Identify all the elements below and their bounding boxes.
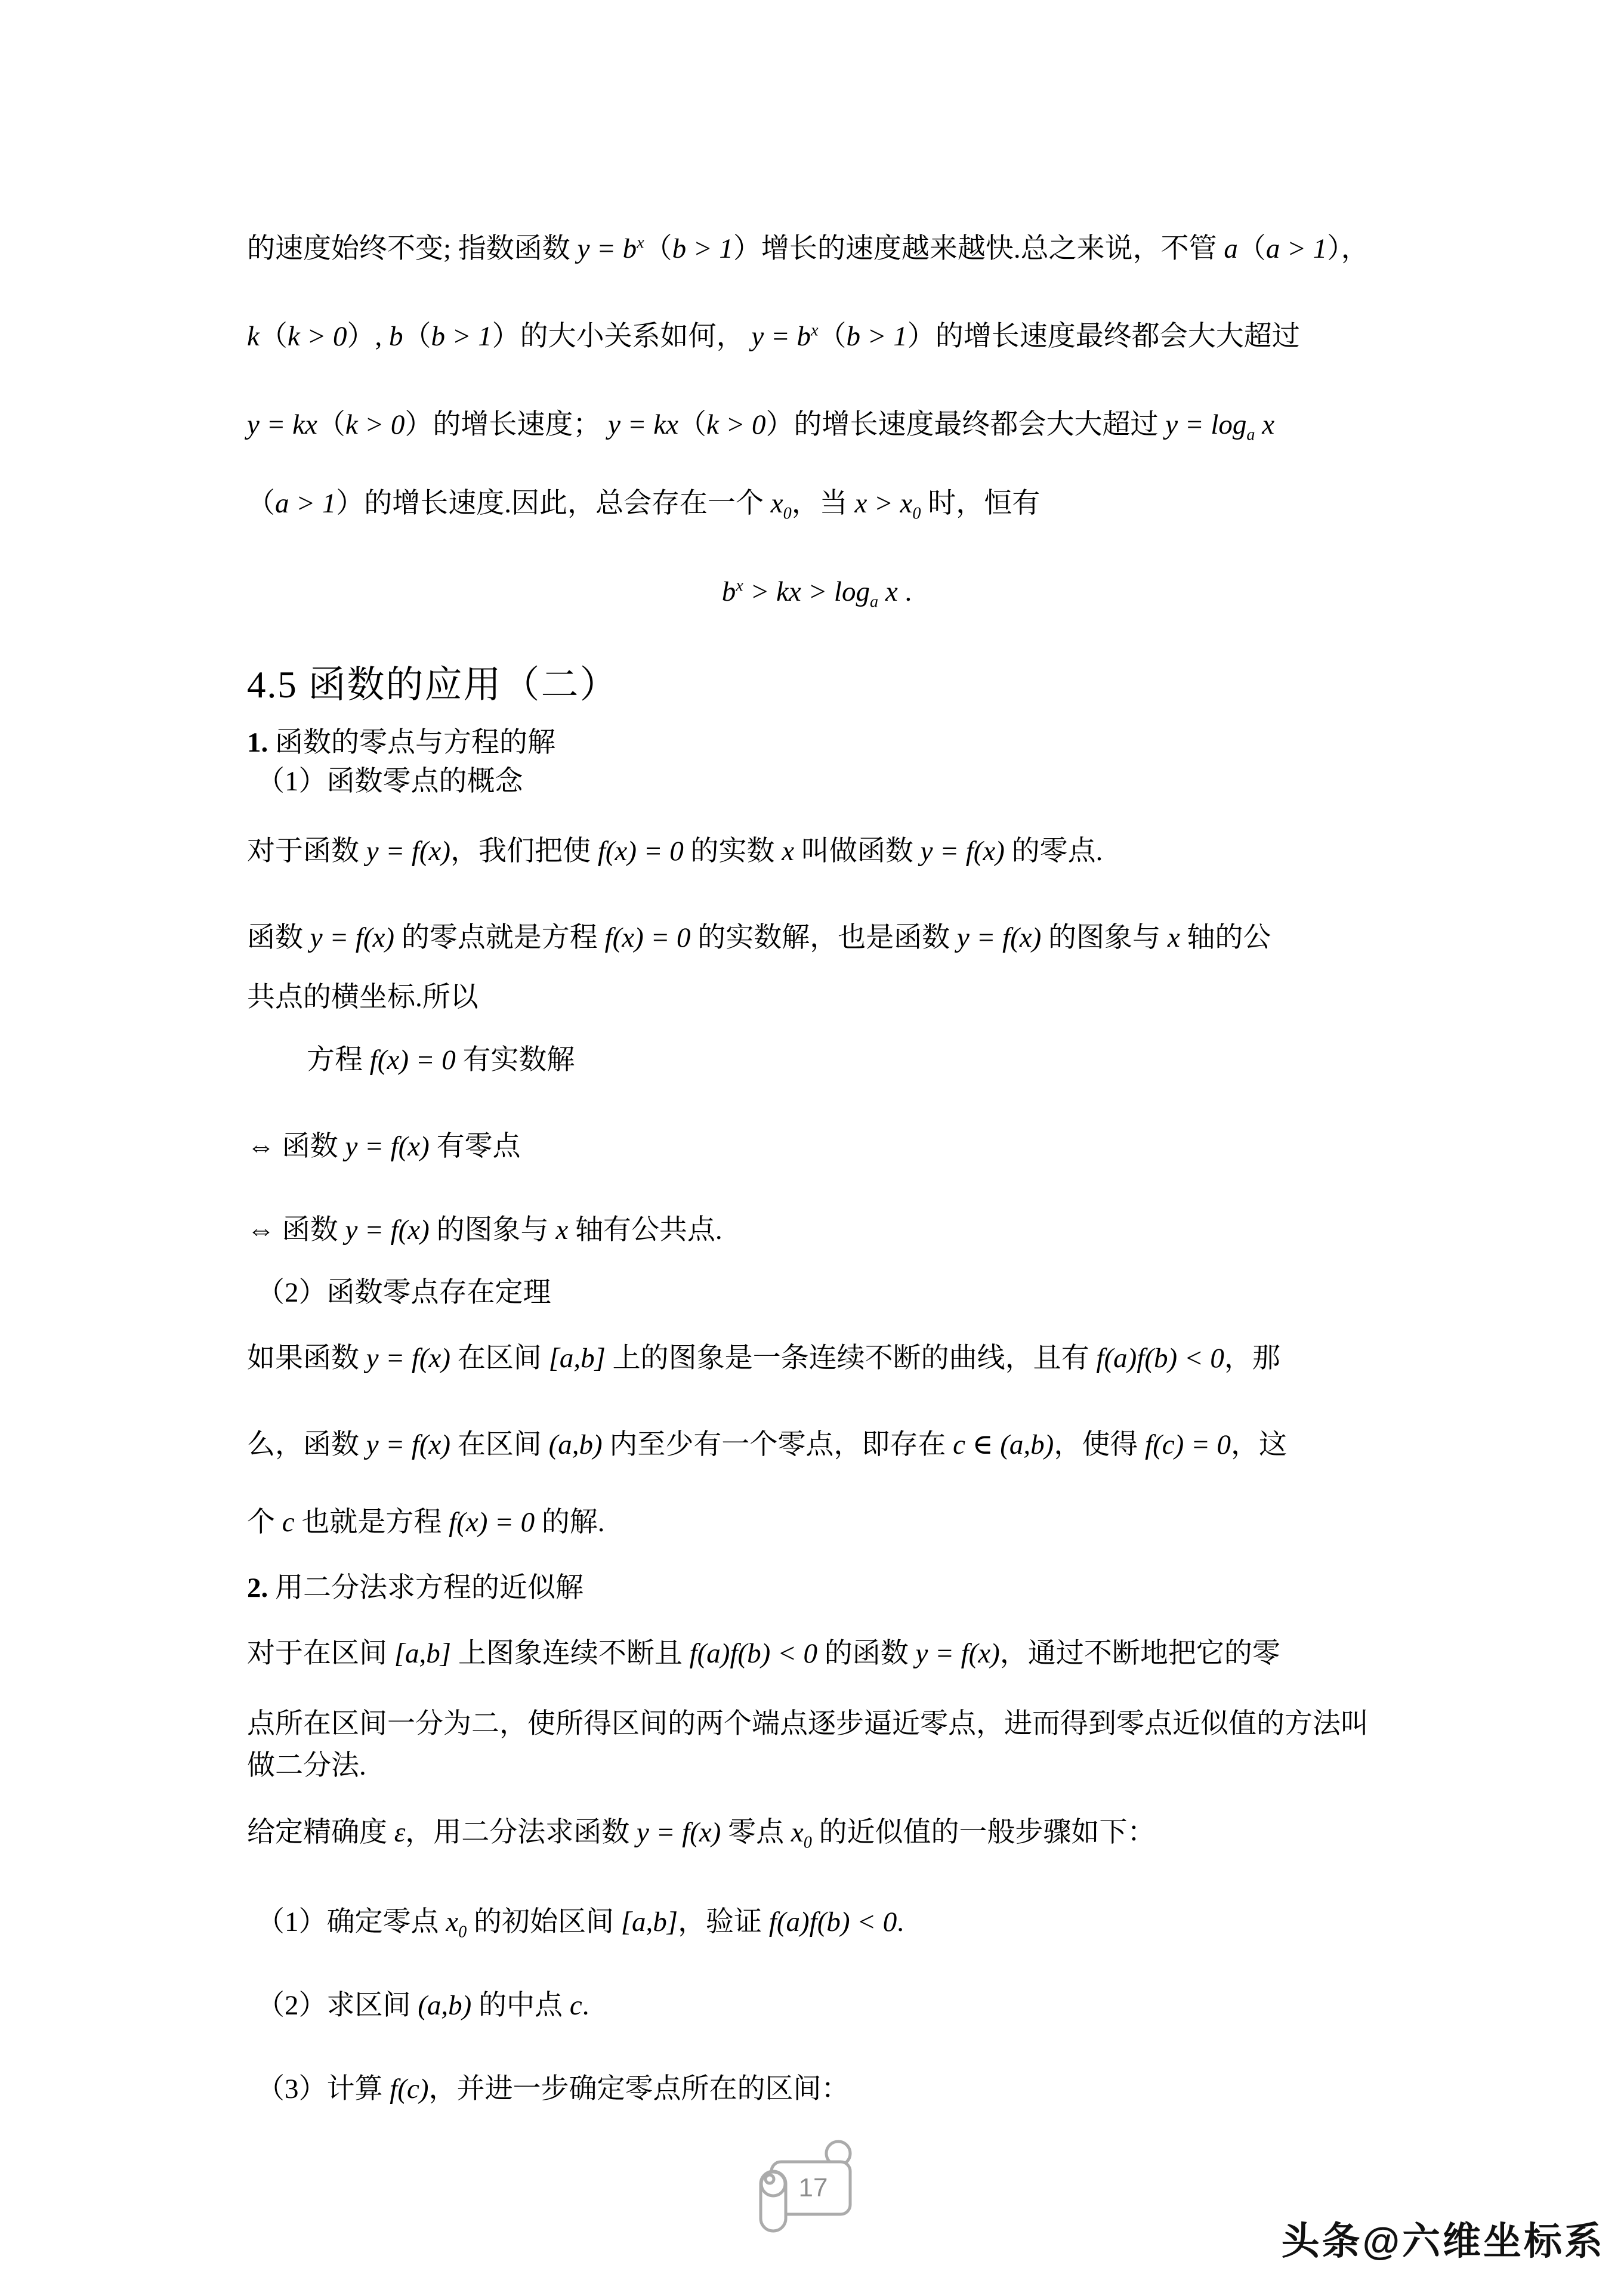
page-number: 17 — [798, 2173, 828, 2202]
text-line: 对于函数 y = f(x)，我们把使 f(x) = 0 的实数 x 叫做函数 y = f(x) 的零点. — [247, 836, 1103, 867]
watermark: 头条@六维坐标系 — [1281, 2220, 1605, 2263]
text-line: 对于在区间 [a,b] 上图象连续不断且 f(a)f(b) < 0 的函数 y = f(x)，通过不断地把它的零 — [247, 1638, 1280, 1669]
text-line: （a > 1）的增长速度.因此，总会存在一个 $x_0$，当 $x > x_0$ 时，恒有 — [247, 488, 1041, 523]
list-item: （1）函数零点的概念 — [257, 766, 523, 797]
scroll-banner-icon — [743, 2134, 862, 2236]
document-body — [247, 230, 1387, 2108]
list-item: （1）确定零点 $x_0$ 的初始区间 [a,b]，验证 f(a)f(b) < 0. — [257, 1906, 904, 1942]
text-line: 函数 y = f(x) 的零点就是方程 f(x) = 0 的实数解，也是函数 y = f(x) 的图象与 x 轴的公 — [247, 922, 1271, 953]
text-line: y = kx（k > 0）的增长速度； y = kx（k > 0）的增长速度最终都会大大超过 $y = \log_a x$ — [247, 409, 1275, 444]
text-line: 点所在区间一分为二，使所得区间的两个端点逐步逼近零点，进而得到零点近似值的方法叫 — [247, 1708, 1369, 1739]
section-heading: 4.5 函数的应用（二） — [247, 664, 619, 706]
text-line: 个 c 也就是方程 f(x) = 0 的解. — [247, 1507, 605, 1538]
formula-line: $b^x$ > kx > $\log_a x$ . — [721, 576, 912, 611]
text-line: ⇔ 函数 y = f(x) 的图象与 x 轴有公共点. — [247, 1215, 723, 1246]
text-line: 方程 f(x) = 0 有实数解 — [307, 1045, 575, 1076]
text-line: 么，函数 y = f(x) 在区间 (a,b) 内至少有一个零点，即存在 c ∈ (a,b)，使得 f(c) = 0，这 — [247, 1429, 1288, 1460]
text-line: ⇔ 函数 y = f(x) 有零点 — [247, 1131, 521, 1162]
text-line: 做二分法. — [247, 1750, 366, 1781]
text-line: 共点的横坐标.所以 — [247, 982, 478, 1013]
subheading: 2. 用二分法求方程的近似解 — [247, 1572, 583, 1603]
text-line: 给定精确度 ε，用二分法求函数 y = f(x) 零点 $x_0$ 的近似值的一般步骤如下： — [247, 1817, 1156, 1852]
list-item: （2）函数零点存在定理 — [257, 1277, 551, 1308]
text-line: k（k > 0）, b（b > 1）的大小关系如何， $y = b^x(b > 1)$的增长速度最终都会大大超过 — [247, 321, 1300, 352]
subheading: 1. 函数的零点与方程的解 — [247, 727, 555, 758]
text-line: 如果函数 y = f(x) 在区间 [a,b] 上的图象是一条连续不断的曲线，且有 f(a)f(b) < 0，那 — [247, 1343, 1280, 1374]
list-item: （3）计算 f(c)，并进一步确定零点所在的区间： — [257, 2073, 850, 2105]
list-item: （2）求区间 (a,b) 的中点 c. — [257, 1990, 589, 2021]
text-line: 的速度始终不变; 指数函数 $y = b^x(b > 1)$增长的速度越来越快.总之来说，不管 a（a > 1）， — [247, 233, 1369, 264]
page-number-badge — [743, 2134, 862, 2242]
